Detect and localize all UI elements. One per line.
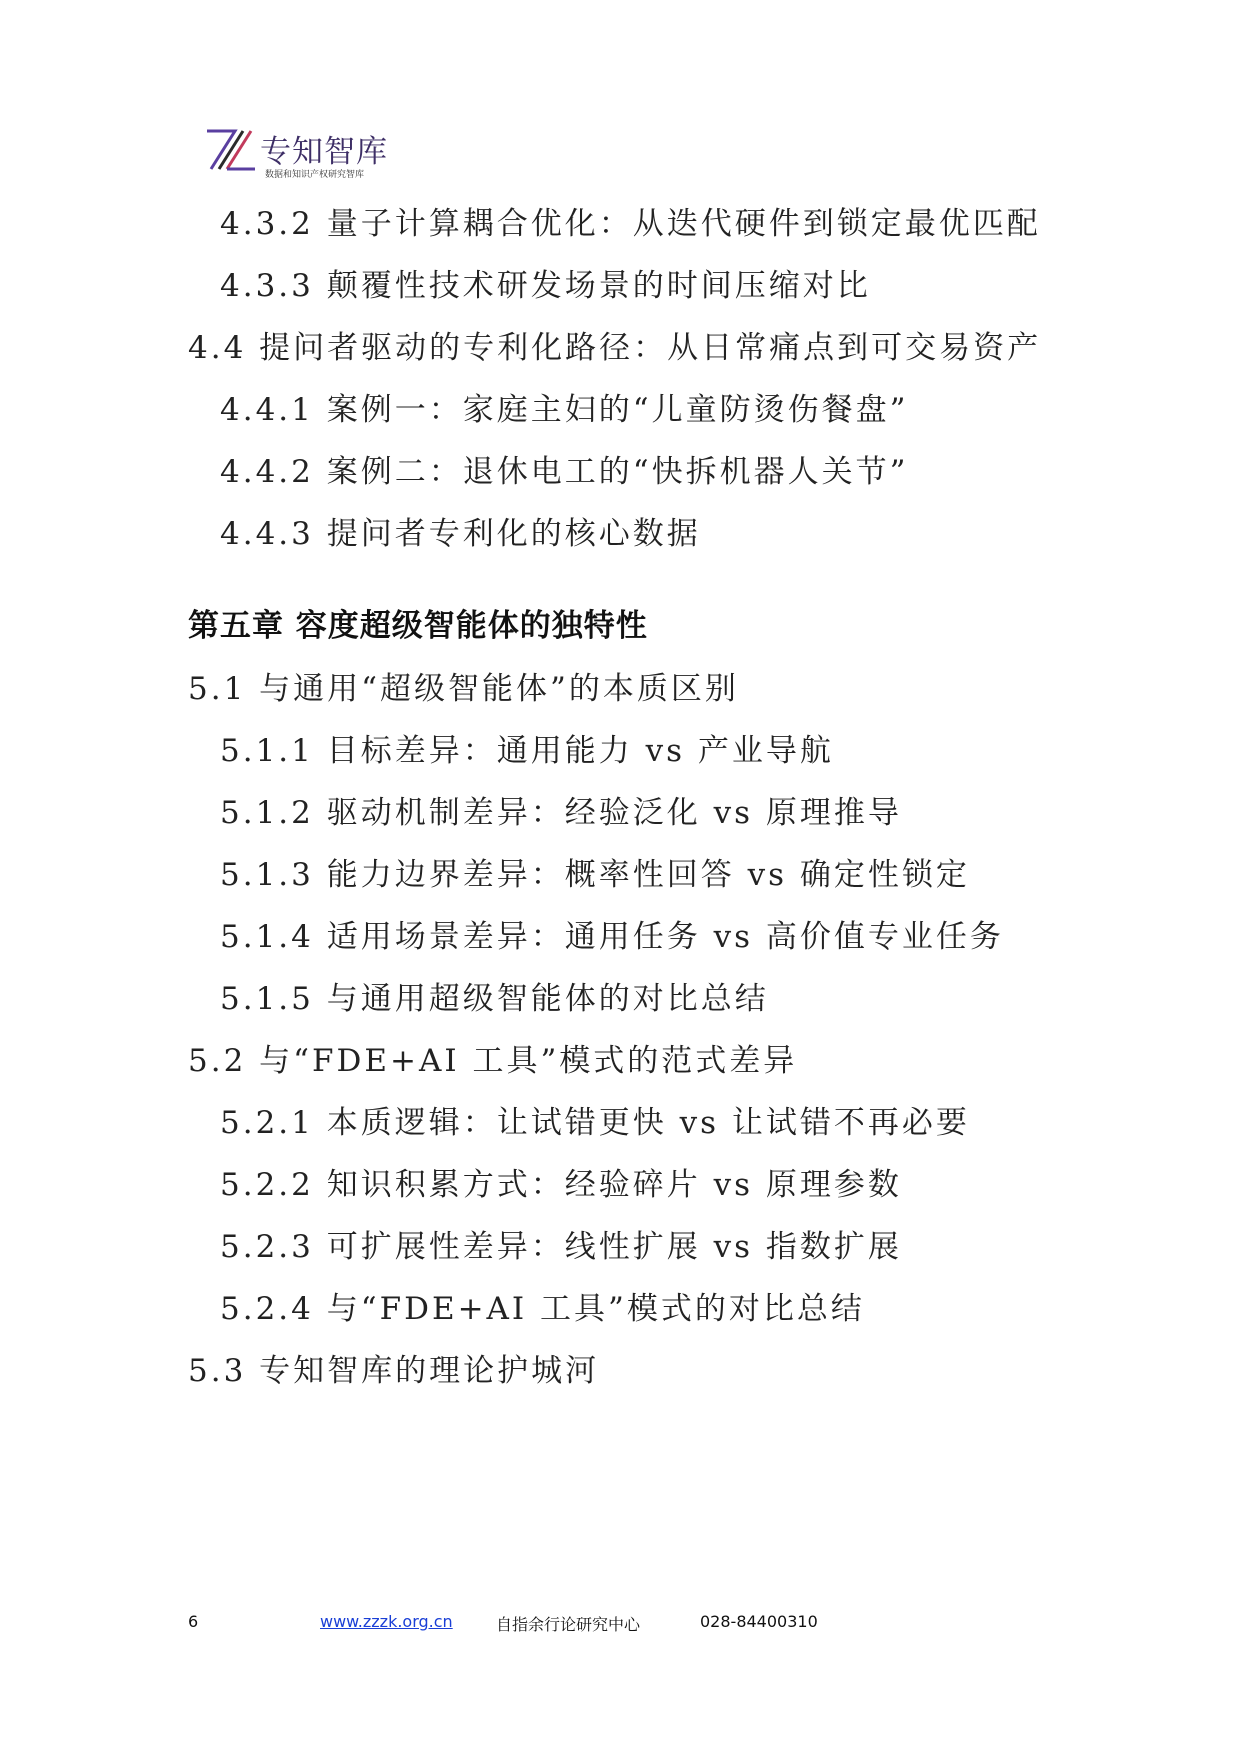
toc-entry-5-1-5[interactable]: 5.1.5 与通用超级智能体的对比总结	[220, 981, 769, 1017]
toc-entry-4-3-2[interactable]: 4.3.2 量子计算耦合优化：从迭代硬件到锁定最优匹配	[220, 206, 1041, 242]
toc-entry-5-2-1[interactable]: 5.2.1 本质逻辑：让试错更快 vs 让试错不再必要	[220, 1105, 970, 1141]
organization-name: 自指余行论研究中心	[496, 1615, 641, 1634]
page-number: 6	[188, 1612, 199, 1631]
toc-entry-5-2-3[interactable]: 5.2.3 可扩展性差异：线性扩展 vs 指数扩展	[220, 1229, 902, 1265]
logo	[205, 126, 405, 182]
zz-logo-icon	[205, 128, 257, 172]
toc-entry-4-4[interactable]: 4.4 提问者驱动的专利化路径：从日常痛点到可交易资产	[188, 330, 1042, 366]
toc-entry-5-2-4[interactable]: 5.2.4 与“FDE+AI 工具”模式的对比总结	[220, 1291, 865, 1327]
website-link[interactable]: www.zzzk.org.cn	[320, 1612, 453, 1631]
toc-entry-5-2[interactable]: 5.2 与“FDE+AI 工具”模式的范式差异	[188, 1043, 798, 1079]
toc-entry-5-1[interactable]: 5.1 与通用“超级智能体”的本质区别	[188, 671, 739, 707]
toc-chapter-5[interactable]: 第五章 容度超级智能体的独特性	[188, 608, 648, 644]
toc-entry-4-4-3[interactable]: 4.4.3 提问者专利化的核心数据	[220, 516, 701, 552]
toc-entry-5-1-2[interactable]: 5.1.2 驱动机制差异：经验泛化 vs 原理推导	[220, 795, 902, 831]
logo-name: 专知智库	[260, 134, 388, 170]
toc-entry-5-3[interactable]: 5.3 专知智库的理论护城河	[188, 1353, 600, 1389]
toc-entry-5-1-3[interactable]: 5.1.3 能力边界差异：概率性回答 vs 确定性锁定	[220, 857, 970, 893]
toc-entry-5-1-4[interactable]: 5.1.4 适用场景差异：通用任务 vs 高价值专业任务	[220, 919, 1004, 955]
page-footer	[0, 1612, 1240, 1642]
toc-entry-5-2-2[interactable]: 5.2.2 知识积累方式：经验碎片 vs 原理参数	[220, 1167, 902, 1203]
toc-entry-5-1-1[interactable]: 5.1.1 目标差异：通用能力 vs 产业导航	[220, 733, 834, 769]
toc-entry-4-4-1[interactable]: 4.4.1 案例一：家庭主妇的“儿童防烫伤餐盘”	[220, 392, 909, 428]
phone-number: 028-84400310	[700, 1612, 818, 1631]
toc-entry-4-4-2[interactable]: 4.4.2 案例二：退休电工的“快拆机器人关节”	[220, 454, 909, 490]
toc-entry-4-3-3[interactable]: 4.3.3 颠覆性技术研发场景的时间压缩对比	[220, 268, 871, 304]
logo-tagline: 数据和知识产权研究智库	[265, 170, 365, 180]
